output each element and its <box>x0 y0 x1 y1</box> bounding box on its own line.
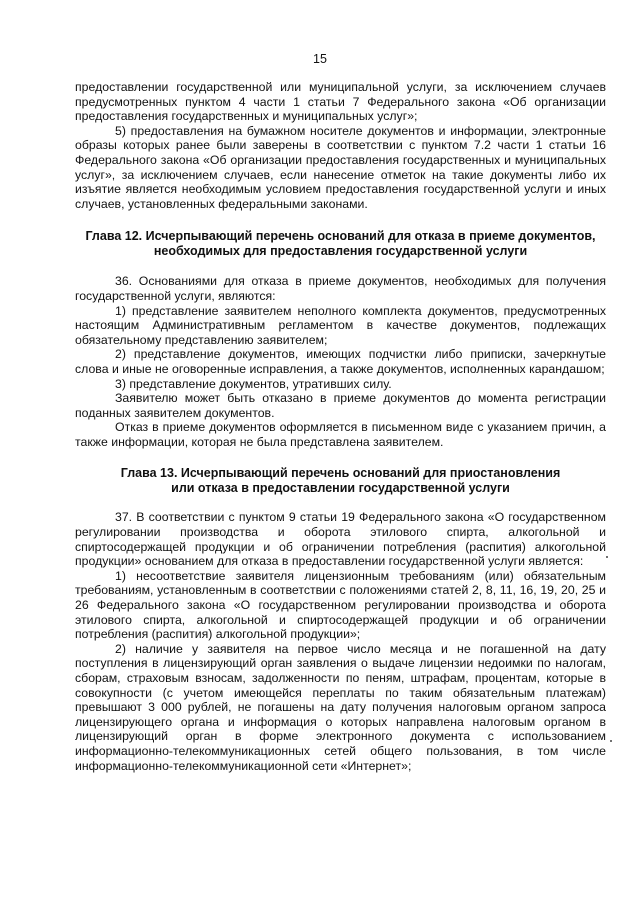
scan-speck <box>606 556 608 558</box>
page-number: 15 <box>313 52 327 66</box>
chapter-12-title-line-2: необходимых для предоставления государственной услуги <box>153 244 528 259</box>
chapter-12-heading <box>75 229 606 259</box>
chapter-12-refusal-form: Отказ в приеме документов оформляется в письменном виде с указанием причин, а также информации, которая не была представлена заявителем. <box>75 420 606 449</box>
document-body <box>75 80 606 773</box>
scan-speck <box>610 740 612 742</box>
chapter-12-item-2: 2) представление документов, имеющих подчистки либо приписки, зачеркнутые слова и иные не оговоренные исправления, а также документов, исполненных карандашом; <box>75 347 606 376</box>
chapter-12-title-line-1: Глава 12. Исчерпывающий перечень оснований для отказа в приеме документов, <box>85 229 596 244</box>
chapter-13-title-line-2: или отказа в предоставлении государственной услуги <box>171 481 510 496</box>
intro-paragraph-item-5: 5) предоставления на бумажном носителе документов и информации, электронные образы которых ранее были заверены в соответствии с пунктом 7.2 части 1 статьи 16 Федерального закона «Об организации предоставления государственных и муниципальных услуг», за исключением случаев, если нанесение отметок на такие документы либо их изъятие является необходимым условием предоставления государственной услуги и иных случаев, установленных федеральными законами. <box>75 123 606 211</box>
chapter-12-paragraph-36: 36. Основаниями для отказа в приеме документов, необходимых для получения государственной услуги, являются: <box>75 274 606 303</box>
chapter-12-item-3: 3) представление документов, утративших силу. <box>115 376 392 391</box>
chapter-13-item-2: 2) наличие у заявителя на первое число месяца и не погашенной на дату поступления в лицензирующий орган заявления о выдаче лицензии недоимки по налогам, сборам, страховым взносам, задолженности по пеням, штрафам, процентам, которые в совокупности (с учетом имеющейся переплаты по таким обязательным платежам) превышают 3 000 рублей, не погашены на дату получения налоговым органом запроса лицензирующего органа и информация о которых направлена налоговым органом в лицензирующий орган в форме электронного документа с использованием информационно-телекоммуникационных сетей общего пользования, в том числе информационно-телекоммуникационной сети «Интернет»; <box>75 641 606 773</box>
chapter-13-item-1: 1) несоответствие заявителя лицензионным требованиям (или) обязательным требованиям, установленным в соответствии с положениями статей 2, 8, 11, 16, 19, 20, 25 и 26 Федерального закона «О государственном регулировании производства и оборота этилового спирта, алкогольной и спиртосодержащей продукции и об ограничении потребления (распития) алкогольной продукции»; <box>75 568 606 642</box>
chapter-13-heading <box>75 466 606 496</box>
intro-paragraph-continuation: предоставлении государственной или муниципальной услуги, за исключением случаев предусмотренных пунктом 4 части 1 статьи 7 Федерального закона «Об организации предоставления государственных и муниципальных услуг»; <box>75 80 606 124</box>
chapter-12-refusal-note: Заявителю может быть отказано в приеме документов до момента регистрации поданных заявителем документов. <box>75 391 606 420</box>
chapter-13-paragraph-37: 37. В соответствии с пунктом 9 статьи 19 Федерального закона «О государственном регулировании производства и оборота этилового спирта, алкогольной и спиртосодержащей продукции и об ограничении потребления (распития) алкогольной продукции» основанием для отказа в предоставлении государственной услуги является: <box>75 510 606 569</box>
chapter-12-item-1: 1) представление заявителем неполного комплекта документов, предусмотренных настоящим Административным регламентом в качестве документов, подлежащих обязательному представлению заявителем; <box>75 303 606 347</box>
chapter-13-title-line-1: Глава 13. Исчерпывающий перечень оснований для приостановления <box>120 466 561 481</box>
